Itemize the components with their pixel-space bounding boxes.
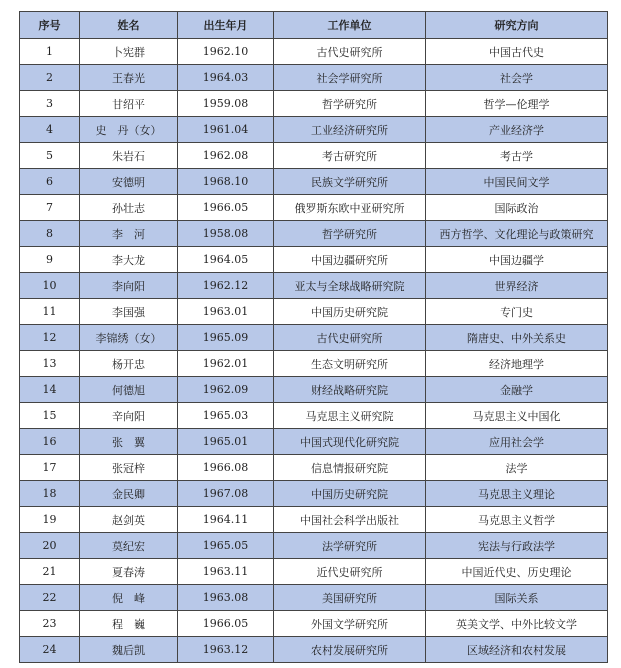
table-header-row (20, 12, 608, 39)
cell-name: 张 翼 (80, 429, 178, 455)
cell-name: 金民卿 (80, 481, 178, 507)
table-row (20, 117, 608, 143)
cell-serial: 17 (20, 455, 80, 481)
cell-research: 中国古代史 (426, 39, 608, 65)
cell-serial: 22 (20, 585, 80, 611)
cell-serial: 6 (20, 169, 80, 195)
cell-research: 隋唐史、中外关系史 (426, 325, 608, 351)
table-row (20, 221, 608, 247)
table-row (20, 585, 608, 611)
cell-name: 卜宪群 (80, 39, 178, 65)
cell-name: 莫纪宏 (80, 533, 178, 559)
table-row (20, 299, 608, 325)
cell-birth: 1966.08 (178, 455, 274, 481)
cell-birth: 1965.03 (178, 403, 274, 429)
table-row (20, 637, 608, 663)
cell-research: 区域经济和农村发展 (426, 637, 608, 663)
cell-birth: 1966.05 (178, 611, 274, 637)
cell-birth: 1965.01 (178, 429, 274, 455)
cell-serial: 14 (20, 377, 80, 403)
cell-birth: 1962.08 (178, 143, 274, 169)
cell-unit: 哲学研究所 (274, 91, 426, 117)
table-row (20, 325, 608, 351)
header-birth: 出生年月 (178, 12, 274, 39)
member-table-container (19, 11, 607, 663)
table-body (20, 39, 608, 663)
table-row (20, 143, 608, 169)
cell-unit: 农村发展研究所 (274, 637, 426, 663)
cell-name: 张冠梓 (80, 455, 178, 481)
cell-serial: 2 (20, 65, 80, 91)
cell-name: 倪 峰 (80, 585, 178, 611)
cell-research: 中国近代史、历史理论 (426, 559, 608, 585)
cell-serial: 1 (20, 39, 80, 65)
cell-name: 夏春涛 (80, 559, 178, 585)
header-unit: 工作单位 (274, 12, 426, 39)
cell-birth: 1963.08 (178, 585, 274, 611)
cell-serial: 10 (20, 273, 80, 299)
cell-unit: 中国历史研究院 (274, 299, 426, 325)
table-row (20, 429, 608, 455)
cell-birth: 1964.03 (178, 65, 274, 91)
cell-birth: 1964.11 (178, 507, 274, 533)
cell-unit: 外国文学研究所 (274, 611, 426, 637)
cell-research: 马克思主义理论 (426, 481, 608, 507)
cell-unit: 民族文学研究所 (274, 169, 426, 195)
cell-unit: 俄罗斯东欧中亚研究所 (274, 195, 426, 221)
cell-unit: 哲学研究所 (274, 221, 426, 247)
cell-birth: 1962.12 (178, 273, 274, 299)
cell-unit: 古代史研究所 (274, 325, 426, 351)
cell-unit: 社会学研究所 (274, 65, 426, 91)
cell-birth: 1961.04 (178, 117, 274, 143)
cell-unit: 马克思主义研究院 (274, 403, 426, 429)
table-row (20, 507, 608, 533)
cell-research: 金融学 (426, 377, 608, 403)
cell-research: 英美文学、中外比较文学 (426, 611, 608, 637)
table-row (20, 351, 608, 377)
cell-name: 何德旭 (80, 377, 178, 403)
cell-serial: 5 (20, 143, 80, 169)
table-row (20, 611, 608, 637)
cell-research: 社会学 (426, 65, 608, 91)
cell-research: 宪法与行政法学 (426, 533, 608, 559)
table-row (20, 273, 608, 299)
cell-research: 国际政治 (426, 195, 608, 221)
cell-name: 孙壮志 (80, 195, 178, 221)
cell-name: 魏后凯 (80, 637, 178, 663)
cell-research: 产业经济学 (426, 117, 608, 143)
cell-research: 西方哲学、文化理论与政策研究 (426, 221, 608, 247)
header-research: 研究方向 (426, 12, 608, 39)
table-row (20, 65, 608, 91)
cell-birth: 1963.11 (178, 559, 274, 585)
cell-name: 安德明 (80, 169, 178, 195)
cell-serial: 19 (20, 507, 80, 533)
cell-name: 李国强 (80, 299, 178, 325)
cell-name: 杨开忠 (80, 351, 178, 377)
cell-birth: 1967.08 (178, 481, 274, 507)
cell-name: 王春光 (80, 65, 178, 91)
cell-serial: 4 (20, 117, 80, 143)
cell-research: 马克思主义哲学 (426, 507, 608, 533)
cell-birth: 1963.12 (178, 637, 274, 663)
cell-birth: 1968.10 (178, 169, 274, 195)
cell-unit: 中国历史研究院 (274, 481, 426, 507)
cell-serial: 8 (20, 221, 80, 247)
cell-name: 赵剑英 (80, 507, 178, 533)
cell-name: 史 丹（女） (80, 117, 178, 143)
header-name: 姓名 (80, 12, 178, 39)
cell-birth: 1963.01 (178, 299, 274, 325)
cell-unit: 生态文明研究所 (274, 351, 426, 377)
cell-serial: 13 (20, 351, 80, 377)
cell-research: 哲学—伦理学 (426, 91, 608, 117)
cell-research: 法学 (426, 455, 608, 481)
header-serial: 序号 (20, 12, 80, 39)
cell-serial: 18 (20, 481, 80, 507)
table-row (20, 247, 608, 273)
table-row (20, 91, 608, 117)
cell-birth: 1959.08 (178, 91, 274, 117)
cell-name: 甘绍平 (80, 91, 178, 117)
cell-serial: 20 (20, 533, 80, 559)
cell-serial: 11 (20, 299, 80, 325)
cell-serial: 9 (20, 247, 80, 273)
cell-unit: 考古研究所 (274, 143, 426, 169)
cell-research: 中国边疆学 (426, 247, 608, 273)
cell-research: 考古学 (426, 143, 608, 169)
table-row (20, 39, 608, 65)
cell-serial: 24 (20, 637, 80, 663)
cell-unit: 古代史研究所 (274, 39, 426, 65)
cell-serial: 23 (20, 611, 80, 637)
cell-unit: 近代史研究所 (274, 559, 426, 585)
cell-unit: 中国社会科学出版社 (274, 507, 426, 533)
cell-birth: 1958.08 (178, 221, 274, 247)
cell-unit: 财经战略研究院 (274, 377, 426, 403)
cell-serial: 3 (20, 91, 80, 117)
table-row (20, 403, 608, 429)
cell-research: 中国民间文学 (426, 169, 608, 195)
table-row (20, 533, 608, 559)
cell-research: 经济地理学 (426, 351, 608, 377)
cell-name: 辛向阳 (80, 403, 178, 429)
cell-serial: 15 (20, 403, 80, 429)
cell-birth: 1962.01 (178, 351, 274, 377)
cell-birth: 1965.05 (178, 533, 274, 559)
cell-name: 李向阳 (80, 273, 178, 299)
cell-name: 朱岩石 (80, 143, 178, 169)
table-row (20, 455, 608, 481)
cell-name: 李锦绣（女） (80, 325, 178, 351)
cell-unit: 亚太与全球战略研究院 (274, 273, 426, 299)
table-row (20, 195, 608, 221)
cell-name: 程 巍 (80, 611, 178, 637)
cell-research: 国际关系 (426, 585, 608, 611)
cell-birth: 1962.09 (178, 377, 274, 403)
cell-serial: 21 (20, 559, 80, 585)
table-row (20, 169, 608, 195)
cell-research: 世界经济 (426, 273, 608, 299)
cell-name: 李大龙 (80, 247, 178, 273)
member-table (19, 11, 608, 663)
cell-serial: 12 (20, 325, 80, 351)
cell-research: 专门史 (426, 299, 608, 325)
cell-unit: 中国式现代化研究院 (274, 429, 426, 455)
cell-unit: 工业经济研究所 (274, 117, 426, 143)
cell-birth: 1964.05 (178, 247, 274, 273)
cell-serial: 16 (20, 429, 80, 455)
table-row (20, 559, 608, 585)
cell-birth: 1962.10 (178, 39, 274, 65)
cell-birth: 1965.09 (178, 325, 274, 351)
cell-unit: 中国边疆研究所 (274, 247, 426, 273)
cell-research: 应用社会学 (426, 429, 608, 455)
cell-unit: 信息情报研究院 (274, 455, 426, 481)
table-row (20, 481, 608, 507)
cell-unit: 法学研究所 (274, 533, 426, 559)
cell-serial: 7 (20, 195, 80, 221)
cell-research: 马克思主义中国化 (426, 403, 608, 429)
cell-unit: 美国研究所 (274, 585, 426, 611)
table-row (20, 377, 608, 403)
cell-birth: 1966.05 (178, 195, 274, 221)
cell-name: 李 河 (80, 221, 178, 247)
